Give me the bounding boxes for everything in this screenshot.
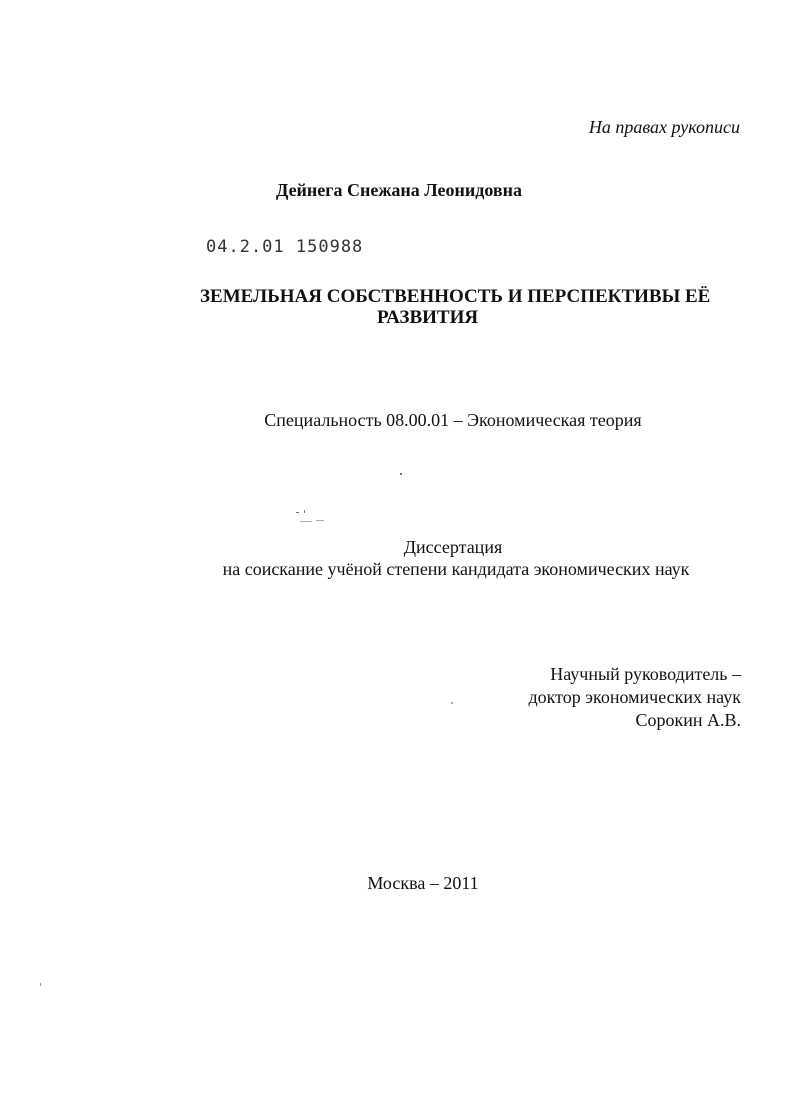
library-stamp: 04.2.01 150988	[206, 237, 364, 257]
scan-speck	[296, 512, 299, 513]
author-name: Дейнега Снежана Леонидовна	[275, 180, 523, 200]
scan-speck	[40, 983, 41, 986]
thesis-title-line-2: РАЗВИТИЯ	[377, 307, 479, 328]
dissertation-label: Диссертация	[403, 537, 503, 557]
manuscript-note: На правах рукописи	[588, 117, 740, 137]
scan-speck	[300, 521, 312, 522]
scan-speck	[400, 473, 402, 475]
supervisor-name: Сорокин А.В.	[635, 710, 741, 730]
thesis-title-line-1: ЗЕМЕЛЬНАЯ СОБСТВЕННОСТЬ И ПЕРСПЕКТИВЫ ЕЁ	[200, 286, 711, 307]
supervisor-role: Научный руководитель –	[550, 664, 741, 684]
supervisor-block	[529, 663, 741, 732]
scan-speck	[451, 702, 453, 704]
specialty: Специальность 08.00.01 – Экономическая теория	[264, 410, 642, 430]
city-year: Москва – 2011	[367, 873, 479, 893]
supervisor-degree: доктор экономических наук	[528, 687, 741, 707]
scan-speck	[304, 510, 305, 513]
degree-statement: на соискание учёной степени кандидата экономических наук	[222, 559, 690, 579]
scan-speck	[316, 520, 324, 521]
